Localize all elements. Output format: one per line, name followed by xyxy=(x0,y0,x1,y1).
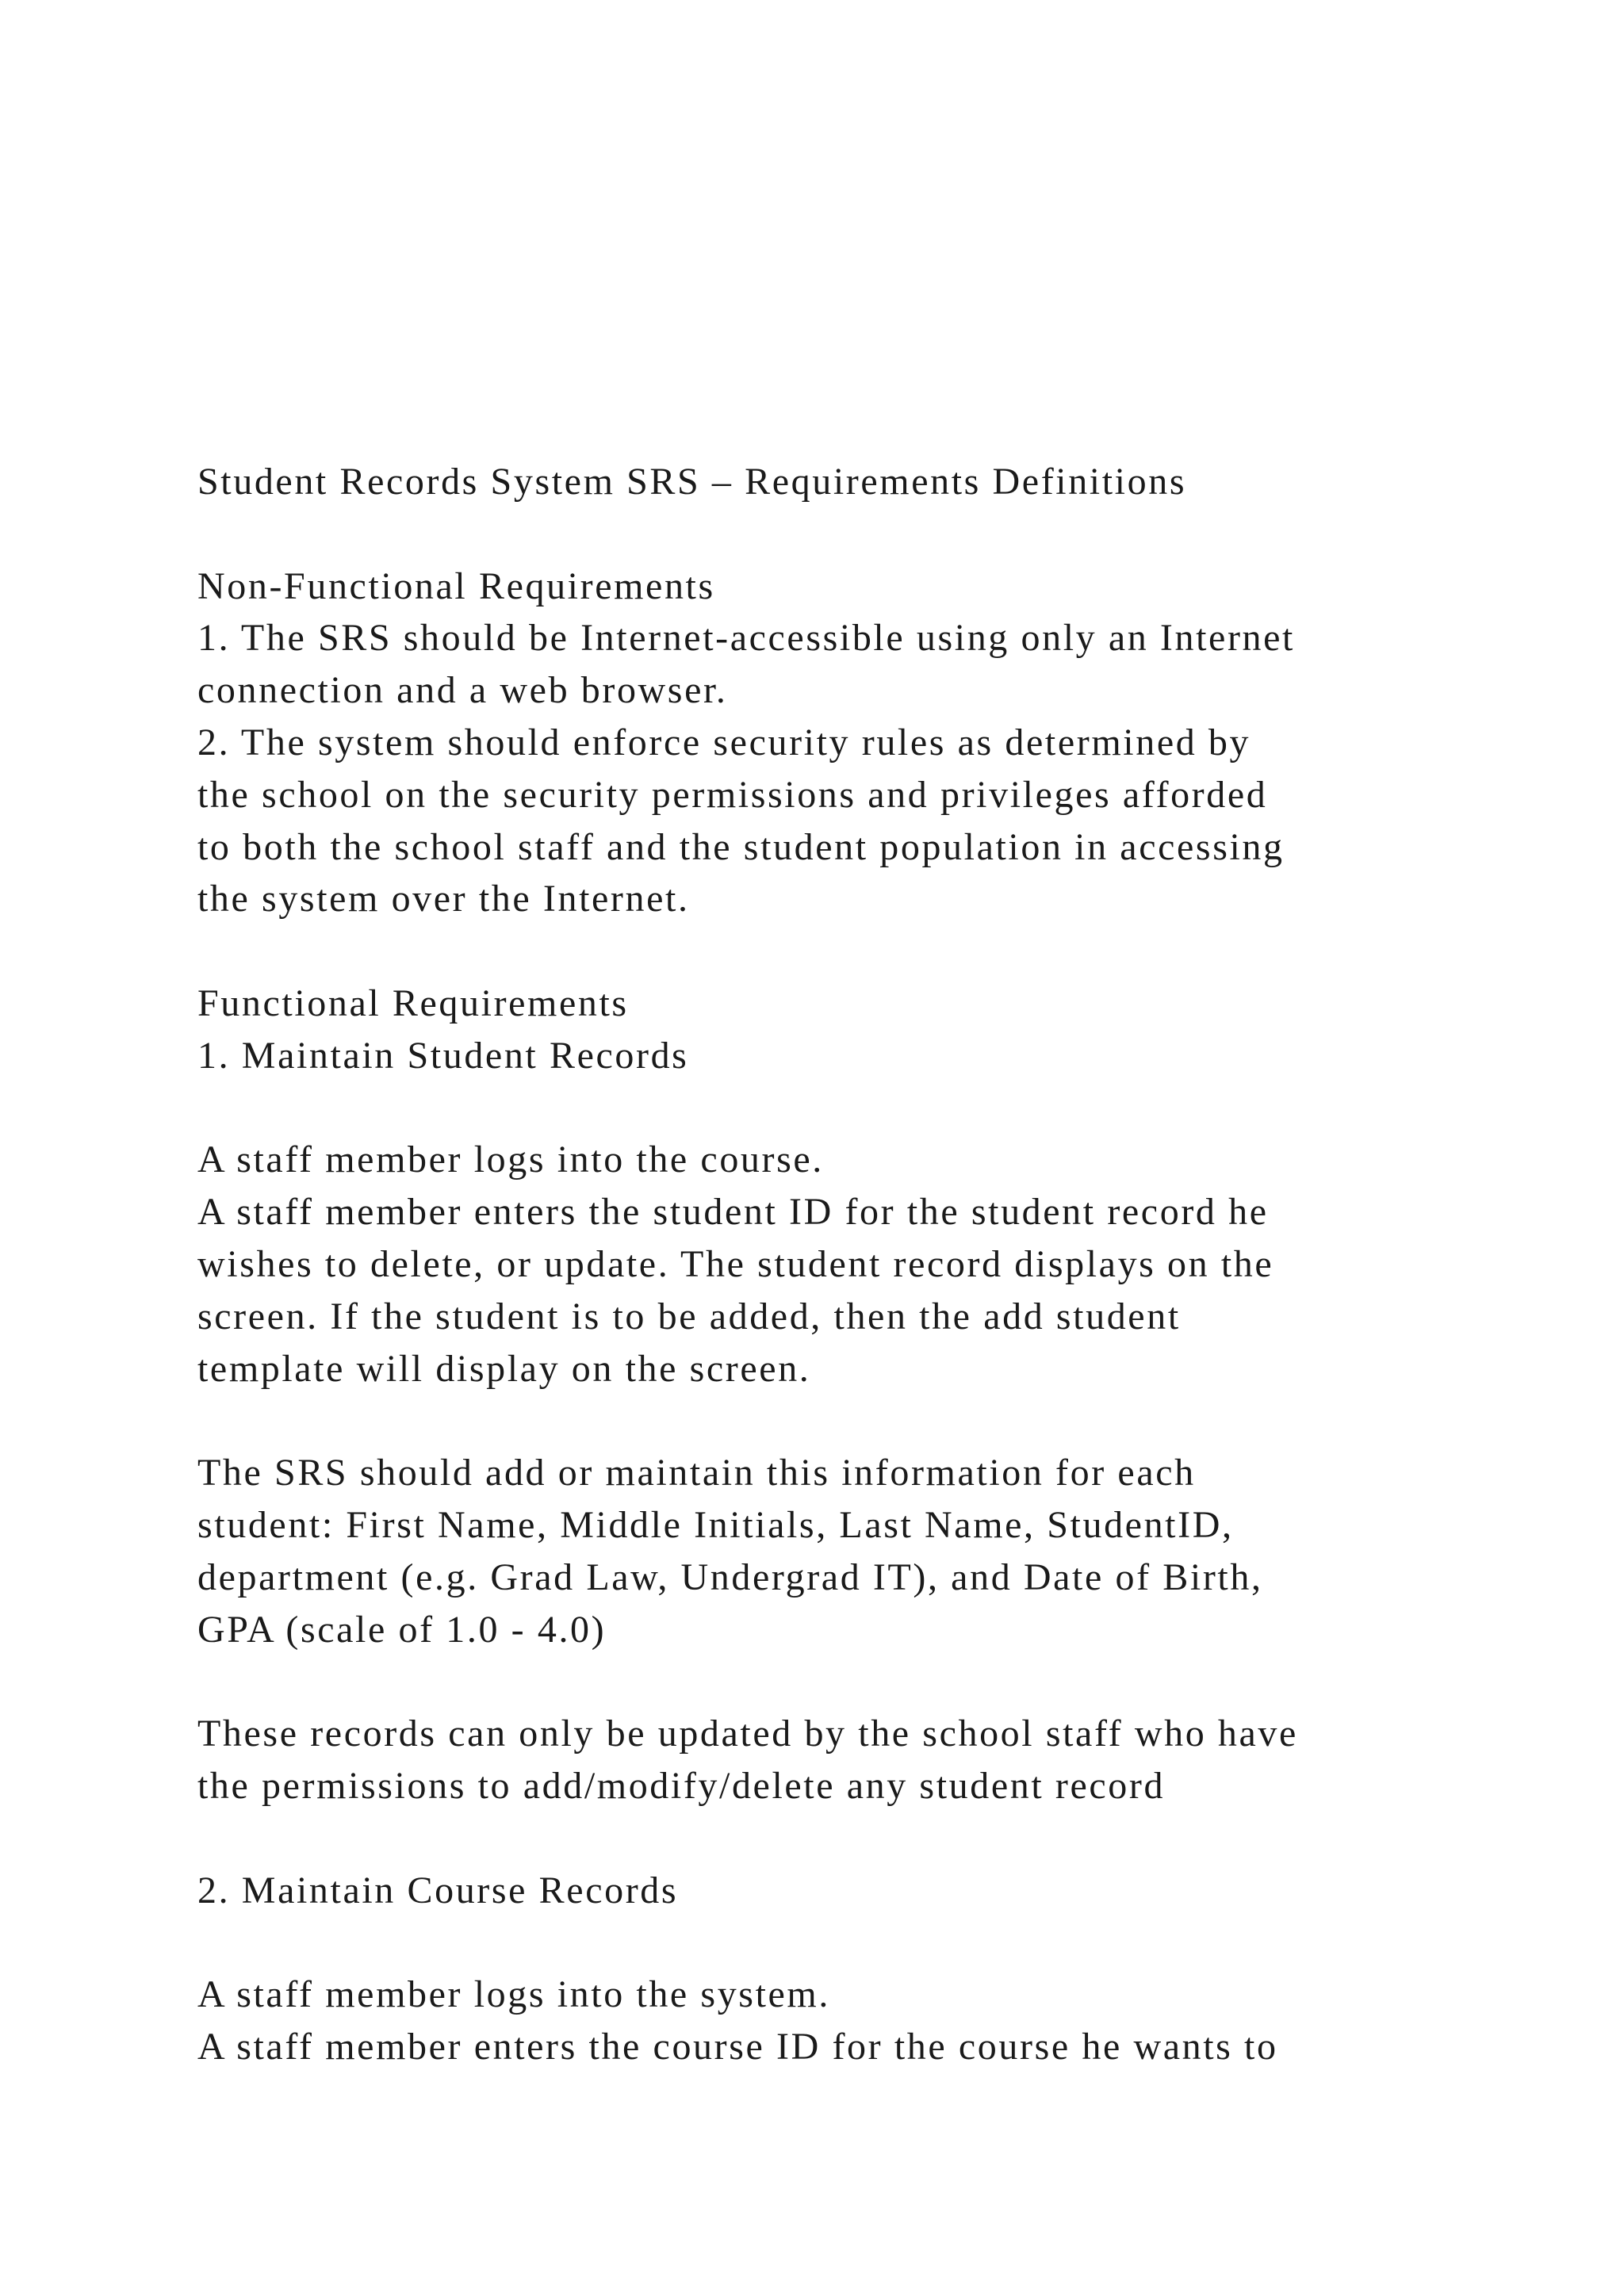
text-line: screen. If the student is to be added, then the add student xyxy=(197,1295,1181,1337)
blank-line xyxy=(197,1655,1545,1708)
item1-heading: 1. Maintain Student Records xyxy=(197,1034,689,1077)
blank-line xyxy=(197,925,1545,978)
text-line: A staff member logs into the system. xyxy=(197,1973,830,2016)
text-line: the system over the Internet. xyxy=(197,878,690,920)
text-line: 2. The system should enforce security rules as determined by xyxy=(197,721,1251,763)
functional-heading: Functional Requirements xyxy=(197,982,629,1024)
text-line: the school on the security permissions and privileges afforded xyxy=(197,773,1268,816)
text-line: A staff member logs into the course. xyxy=(197,1138,824,1181)
text-line: wishes to delete, or update. The student record displays on the xyxy=(197,1242,1274,1285)
blank-line xyxy=(197,1916,1545,1969)
document-body xyxy=(197,456,1545,2073)
blank-line xyxy=(197,1812,1545,1865)
blank-line xyxy=(197,1082,1545,1135)
text-line: to both the school staff and the student population in accessing xyxy=(197,825,1285,868)
item2-heading: 2. Maintain Course Records xyxy=(197,1869,679,1911)
text-line: These records can only be updated by the school staff who have xyxy=(197,1712,1298,1755)
text-line: student: First Name, Middle Initials, Last Name, StudentID, xyxy=(197,1503,1234,1546)
text-line: template will display on the screen. xyxy=(197,1347,811,1390)
text-line: A staff member enters the student ID for the student record he xyxy=(197,1191,1269,1234)
text-line: The SRS should add or maintain this information for each xyxy=(197,1452,1196,1494)
blank-line xyxy=(197,508,1545,561)
nonfunctional-heading: Non-Functional Requirements xyxy=(197,564,715,607)
document-title: Student Records System SRS – Requirements Definitions xyxy=(197,461,1187,503)
text-line: A staff member enters the course ID for the course he wants to xyxy=(197,2025,1278,2068)
text-line: 1. The SRS should be Internet-accessible using only an Internet xyxy=(197,617,1295,660)
blank-line xyxy=(197,1395,1545,1447)
text-line: the permissions to add/modify/delete any student record xyxy=(197,1764,1166,1807)
text-line: department (e.g. Grad Law, Undergrad IT), and Date of Birth, xyxy=(197,1556,1263,1598)
text-line: connection and a web browser. xyxy=(197,669,728,712)
text-line: GPA (scale of 1.0 - 4.0) xyxy=(197,1608,607,1651)
